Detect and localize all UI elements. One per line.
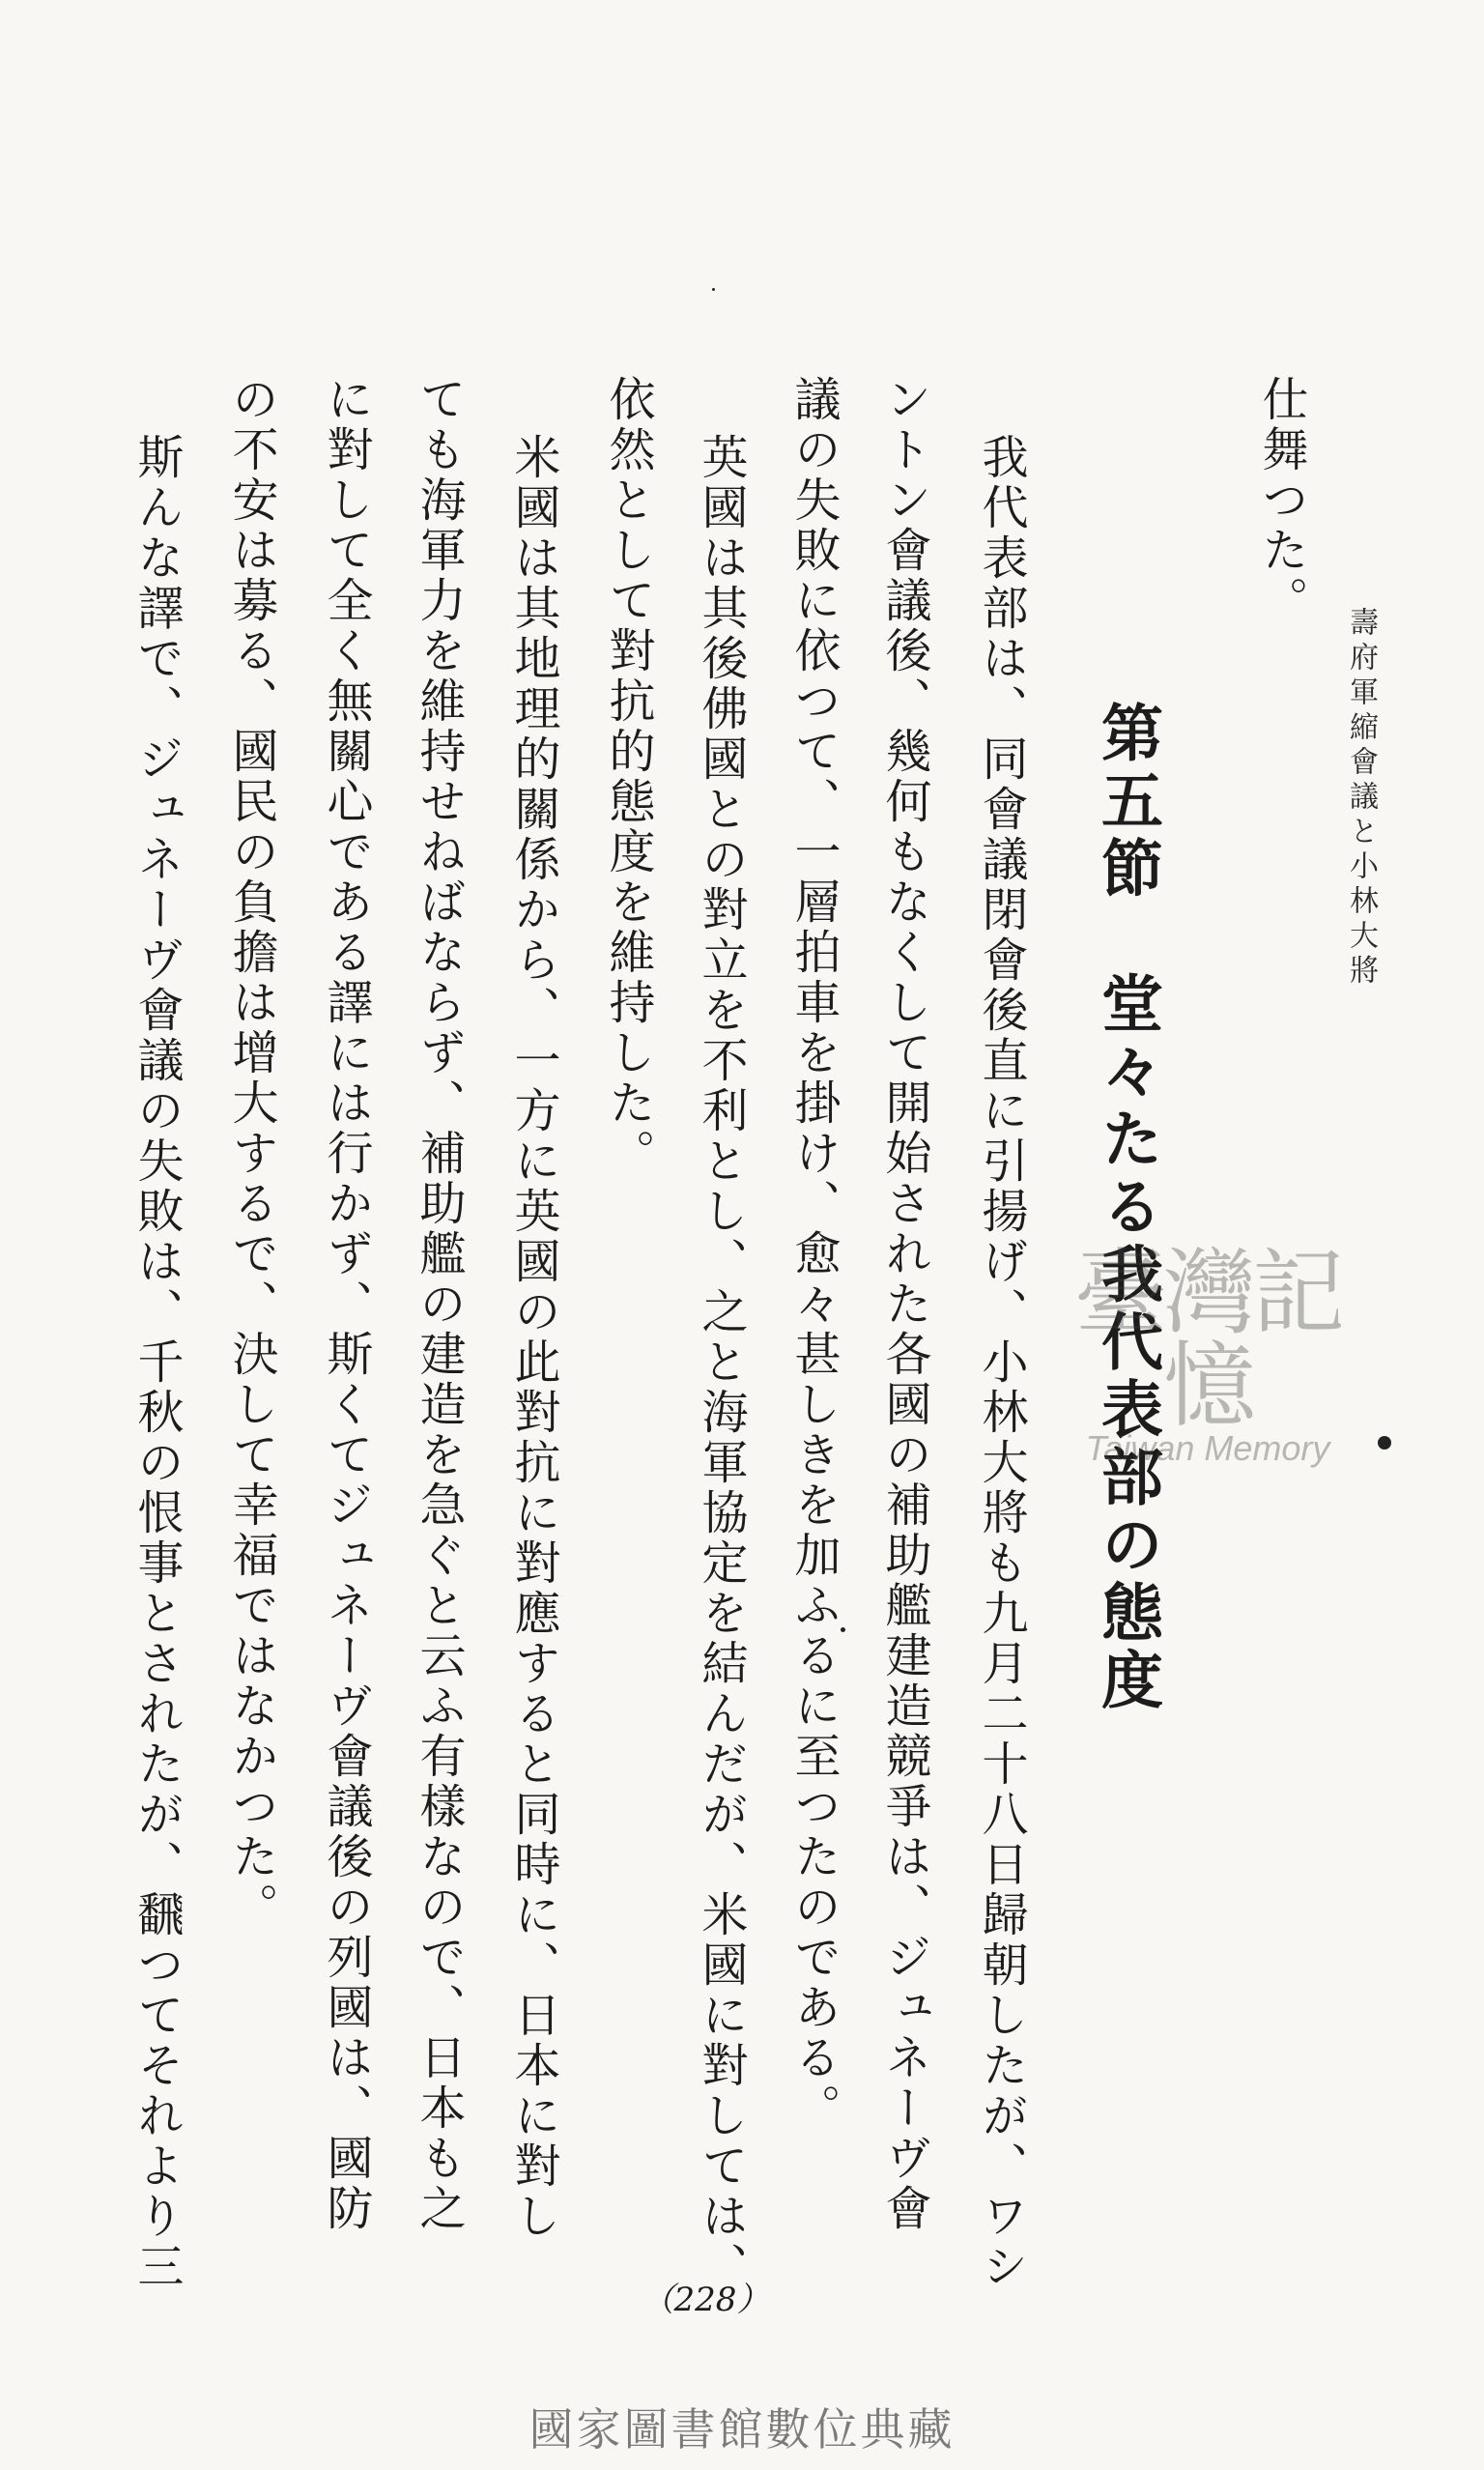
text-column-4: 議の失敗に依つて、一層拍車を掛け、愈々甚しきを加ふるに至つたのである。 <box>786 375 841 2134</box>
section-title: 第五節 堂々たる我代表部の態度 <box>1091 701 1163 1715</box>
text-column-11: 斯んな譯で、ジュネーヴ會議の失敗は、千秋の恨事とされたが、飜つてそれより三 <box>129 433 184 2292</box>
text-column-6: 依然として對抗的態度を維持した。 <box>601 375 655 1179</box>
footer-credit: 國家圖書館數位典藏 <box>528 2403 956 2456</box>
ink-speck <box>841 1627 845 1632</box>
watermark-sub-text: Taiwan Memory <box>1085 1428 1330 1468</box>
text-column-9: に對して全く無關心である譯には行かず、斯くてジュネーヴ會議後の列國は、國防 <box>319 375 373 2234</box>
page-number: （228） <box>641 2281 770 2319</box>
text-column-7: 米國は其地理的關係から、一方に英國の此對抗に對應すると同時に、日本に對し <box>506 433 560 2242</box>
watermark-main-text: 臺灣記憶 <box>1074 1239 1341 1440</box>
text-column-3: ントン會議後、幾何もなくして開始された各國の補助艦建造競爭は、ジュネーヴ會 <box>877 375 931 2234</box>
text-column-1: 仕舞つた。 <box>1254 375 1308 626</box>
watermark-logo <box>1063 1239 1353 1468</box>
text-column-2: 我代表部は、同會議閉會後直に引揚げ、小林大將も九月二十八日歸朝したが、ワシ <box>974 433 1028 2292</box>
ink-speck <box>712 288 715 291</box>
text-column-8: ても海軍力を維持せねばならず、補助艦の建造を急ぐと云ふ有樣なので、日本も之 <box>412 375 466 2234</box>
text-column-5: 英國は其後佛國との對立を不利とし、之と海軍協定を結んだが、米國に對しては、 <box>694 433 748 2292</box>
ink-speck <box>1378 1436 1391 1450</box>
running-header: 壽府軍縮會議と小林大將 <box>1344 607 1378 990</box>
text-column-10: の不安は募る、國民の負擔は增大するで、決して幸福ではなかつた。 <box>224 375 278 1933</box>
